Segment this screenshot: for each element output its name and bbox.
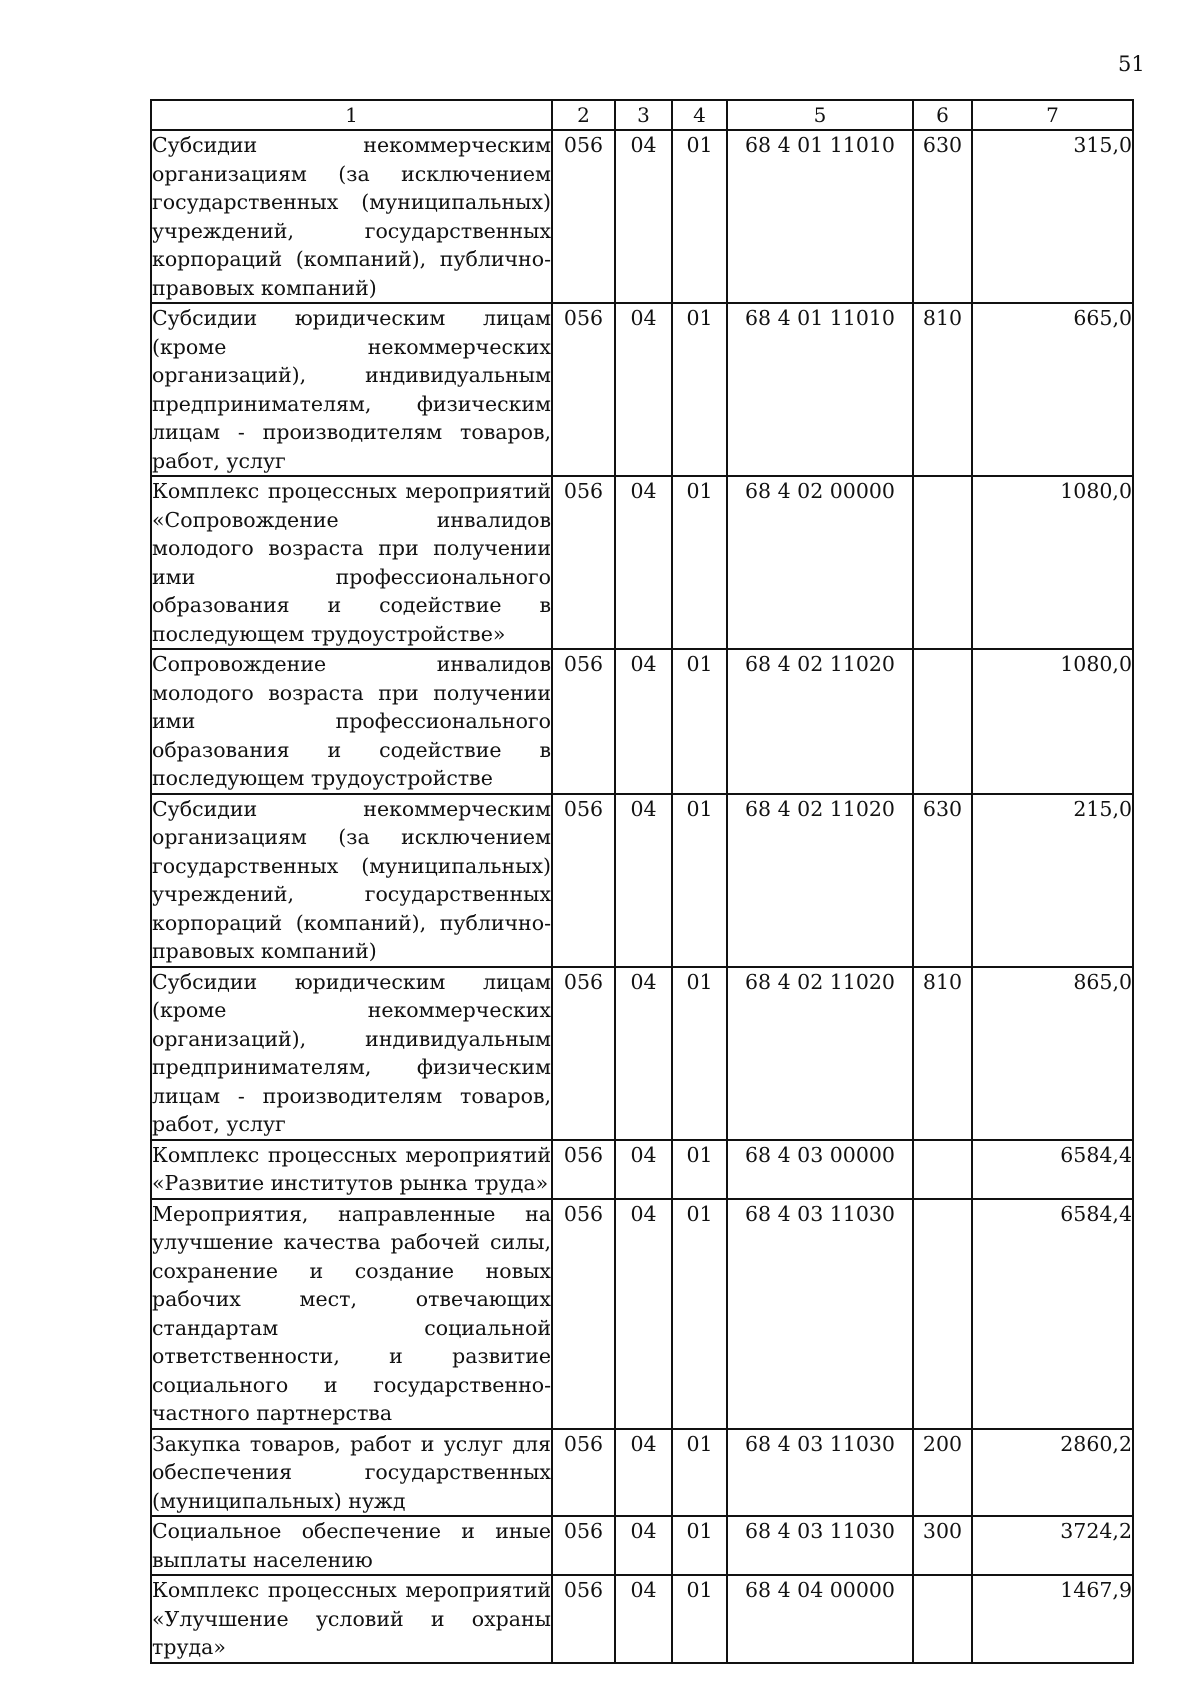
row-code-cell: 056	[552, 1575, 615, 1663]
row-name-cell: Мероприятия, направленные на улучшение качества рабочей силы, сохранение и создание новых рабочих мест, отвечающих стандартам социальной ответственности, и развитие социального и государственно-частного партнерства	[151, 1199, 552, 1429]
table-row	[151, 1199, 1133, 1429]
row-code-cell: 056	[552, 649, 615, 794]
row-amount-cell: 865,0	[972, 967, 1133, 1140]
row-amount-cell: 1467,9	[972, 1575, 1133, 1663]
row-subsection-cell: 01	[672, 1516, 727, 1575]
row-code-cell: 056	[552, 130, 615, 303]
budget-table	[150, 99, 1134, 1664]
row-amount-cell: 665,0	[972, 303, 1133, 476]
row-subsection-cell: 01	[672, 130, 727, 303]
row-target-code-cell: 68 4 02 11020	[727, 967, 913, 1140]
row-subsection-cell: 01	[672, 1429, 727, 1517]
row-target-code-cell: 68 4 04 00000	[727, 1575, 913, 1663]
column-header: 7	[972, 100, 1133, 130]
row-expense-type-cell	[913, 1575, 972, 1663]
row-name-cell: Социальное обеспечение и иные выплаты населению	[151, 1516, 552, 1575]
row-section-cell: 04	[615, 1140, 672, 1199]
column-header: 3	[615, 100, 672, 130]
row-name-cell: Закупка товаров, работ и услуг для обеспечения государственных (муниципальных) нужд	[151, 1429, 552, 1517]
row-section-cell: 04	[615, 1516, 672, 1575]
row-code-cell: 056	[552, 794, 615, 967]
row-subsection-cell: 01	[672, 303, 727, 476]
row-target-code-cell: 68 4 03 11030	[727, 1429, 913, 1517]
row-subsection-cell: 01	[672, 967, 727, 1140]
row-target-code-cell: 68 4 02 11020	[727, 794, 913, 967]
page-number: 51	[1118, 52, 1145, 76]
row-code-cell: 056	[552, 476, 615, 649]
row-target-code-cell: 68 4 03 11030	[727, 1516, 913, 1575]
table-row	[151, 1140, 1133, 1199]
row-amount-cell: 6584,4	[972, 1199, 1133, 1429]
row-code-cell: 056	[552, 967, 615, 1140]
table-row	[151, 649, 1133, 794]
row-name-cell: Комплекс процессных мероприятий «Улучшение условий и охраны труда»	[151, 1575, 552, 1663]
row-expense-type-cell	[913, 649, 972, 794]
row-subsection-cell: 01	[672, 1199, 727, 1429]
row-section-cell: 04	[615, 1199, 672, 1429]
row-section-cell: 04	[615, 794, 672, 967]
row-expense-type-cell	[913, 1140, 972, 1199]
row-target-code-cell: 68 4 01 11010	[727, 130, 913, 303]
row-expense-type-cell	[913, 476, 972, 649]
row-subsection-cell: 01	[672, 1575, 727, 1663]
row-amount-cell: 215,0	[972, 794, 1133, 967]
table-row	[151, 303, 1133, 476]
column-header: 4	[672, 100, 727, 130]
column-header: 1	[151, 100, 552, 130]
row-amount-cell: 3724,2	[972, 1516, 1133, 1575]
row-section-cell: 04	[615, 967, 672, 1140]
row-name-cell: Комплекс процессных мероприятий «Сопровождение инвалидов молодого возраста при получении ими профессионального образования и содействие в последующем трудоустройстве»	[151, 476, 552, 649]
row-amount-cell: 1080,0	[972, 476, 1133, 649]
row-section-cell: 04	[615, 303, 672, 476]
row-subsection-cell: 01	[672, 476, 727, 649]
table-row	[151, 1575, 1133, 1663]
row-code-cell: 056	[552, 1199, 615, 1429]
row-code-cell: 056	[552, 1140, 615, 1199]
row-target-code-cell: 68 4 01 11010	[727, 303, 913, 476]
row-name-cell: Субсидии некоммерческим организациям (за исключением государственных (муниципальных) учреждений, государственных корпораций (компаний), публично-правовых компаний)	[151, 130, 552, 303]
row-name-cell: Субсидии юридическим лицам (кроме некоммерческих организаций), индивидуальным предпринимателям, физическим лицам - производителям товаров, работ, услуг	[151, 967, 552, 1140]
row-section-cell: 04	[615, 130, 672, 303]
row-target-code-cell: 68 4 02 11020	[727, 649, 913, 794]
table-row	[151, 1516, 1133, 1575]
row-name-cell: Комплекс процессных мероприятий «Развитие институтов рынка труда»	[151, 1140, 552, 1199]
row-section-cell: 04	[615, 649, 672, 794]
row-expense-type-cell: 810	[913, 303, 972, 476]
row-name-cell: Сопровождение инвалидов молодого возраста при получении ими профессионального образования и содействие в последующем трудоустройстве	[151, 649, 552, 794]
row-expense-type-cell: 630	[913, 130, 972, 303]
table-row	[151, 794, 1133, 967]
table-row	[151, 130, 1133, 303]
row-target-code-cell: 68 4 03 11030	[727, 1199, 913, 1429]
row-expense-type-cell: 300	[913, 1516, 972, 1575]
row-expense-type-cell: 200	[913, 1429, 972, 1517]
row-subsection-cell: 01	[672, 1140, 727, 1199]
table-row	[151, 1429, 1133, 1517]
row-amount-cell: 6584,4	[972, 1140, 1133, 1199]
table-row	[151, 476, 1133, 649]
row-code-cell: 056	[552, 303, 615, 476]
row-name-cell: Субсидии юридическим лицам (кроме некоммерческих организаций), индивидуальным предпринимателям, физическим лицам - производителям товаров, работ, услуг	[151, 303, 552, 476]
row-expense-type-cell	[913, 1199, 972, 1429]
row-subsection-cell: 01	[672, 794, 727, 967]
row-name-cell: Субсидии некоммерческим организациям (за исключением государственных (муниципальных) учреждений, государственных корпораций (компаний), публично-правовых компаний)	[151, 794, 552, 967]
row-expense-type-cell: 630	[913, 794, 972, 967]
column-header: 6	[913, 100, 972, 130]
row-amount-cell: 1080,0	[972, 649, 1133, 794]
row-target-code-cell: 68 4 02 00000	[727, 476, 913, 649]
column-header: 5	[727, 100, 913, 130]
row-expense-type-cell: 810	[913, 967, 972, 1140]
row-section-cell: 04	[615, 1429, 672, 1517]
column-header: 2	[552, 100, 615, 130]
row-section-cell: 04	[615, 1575, 672, 1663]
row-amount-cell: 2860,2	[972, 1429, 1133, 1517]
row-target-code-cell: 68 4 03 00000	[727, 1140, 913, 1199]
row-section-cell: 04	[615, 476, 672, 649]
row-amount-cell: 315,0	[972, 130, 1133, 303]
row-code-cell: 056	[552, 1429, 615, 1517]
table-row	[151, 967, 1133, 1140]
row-subsection-cell: 01	[672, 649, 727, 794]
table-header-row	[151, 100, 1133, 130]
row-code-cell: 056	[552, 1516, 615, 1575]
